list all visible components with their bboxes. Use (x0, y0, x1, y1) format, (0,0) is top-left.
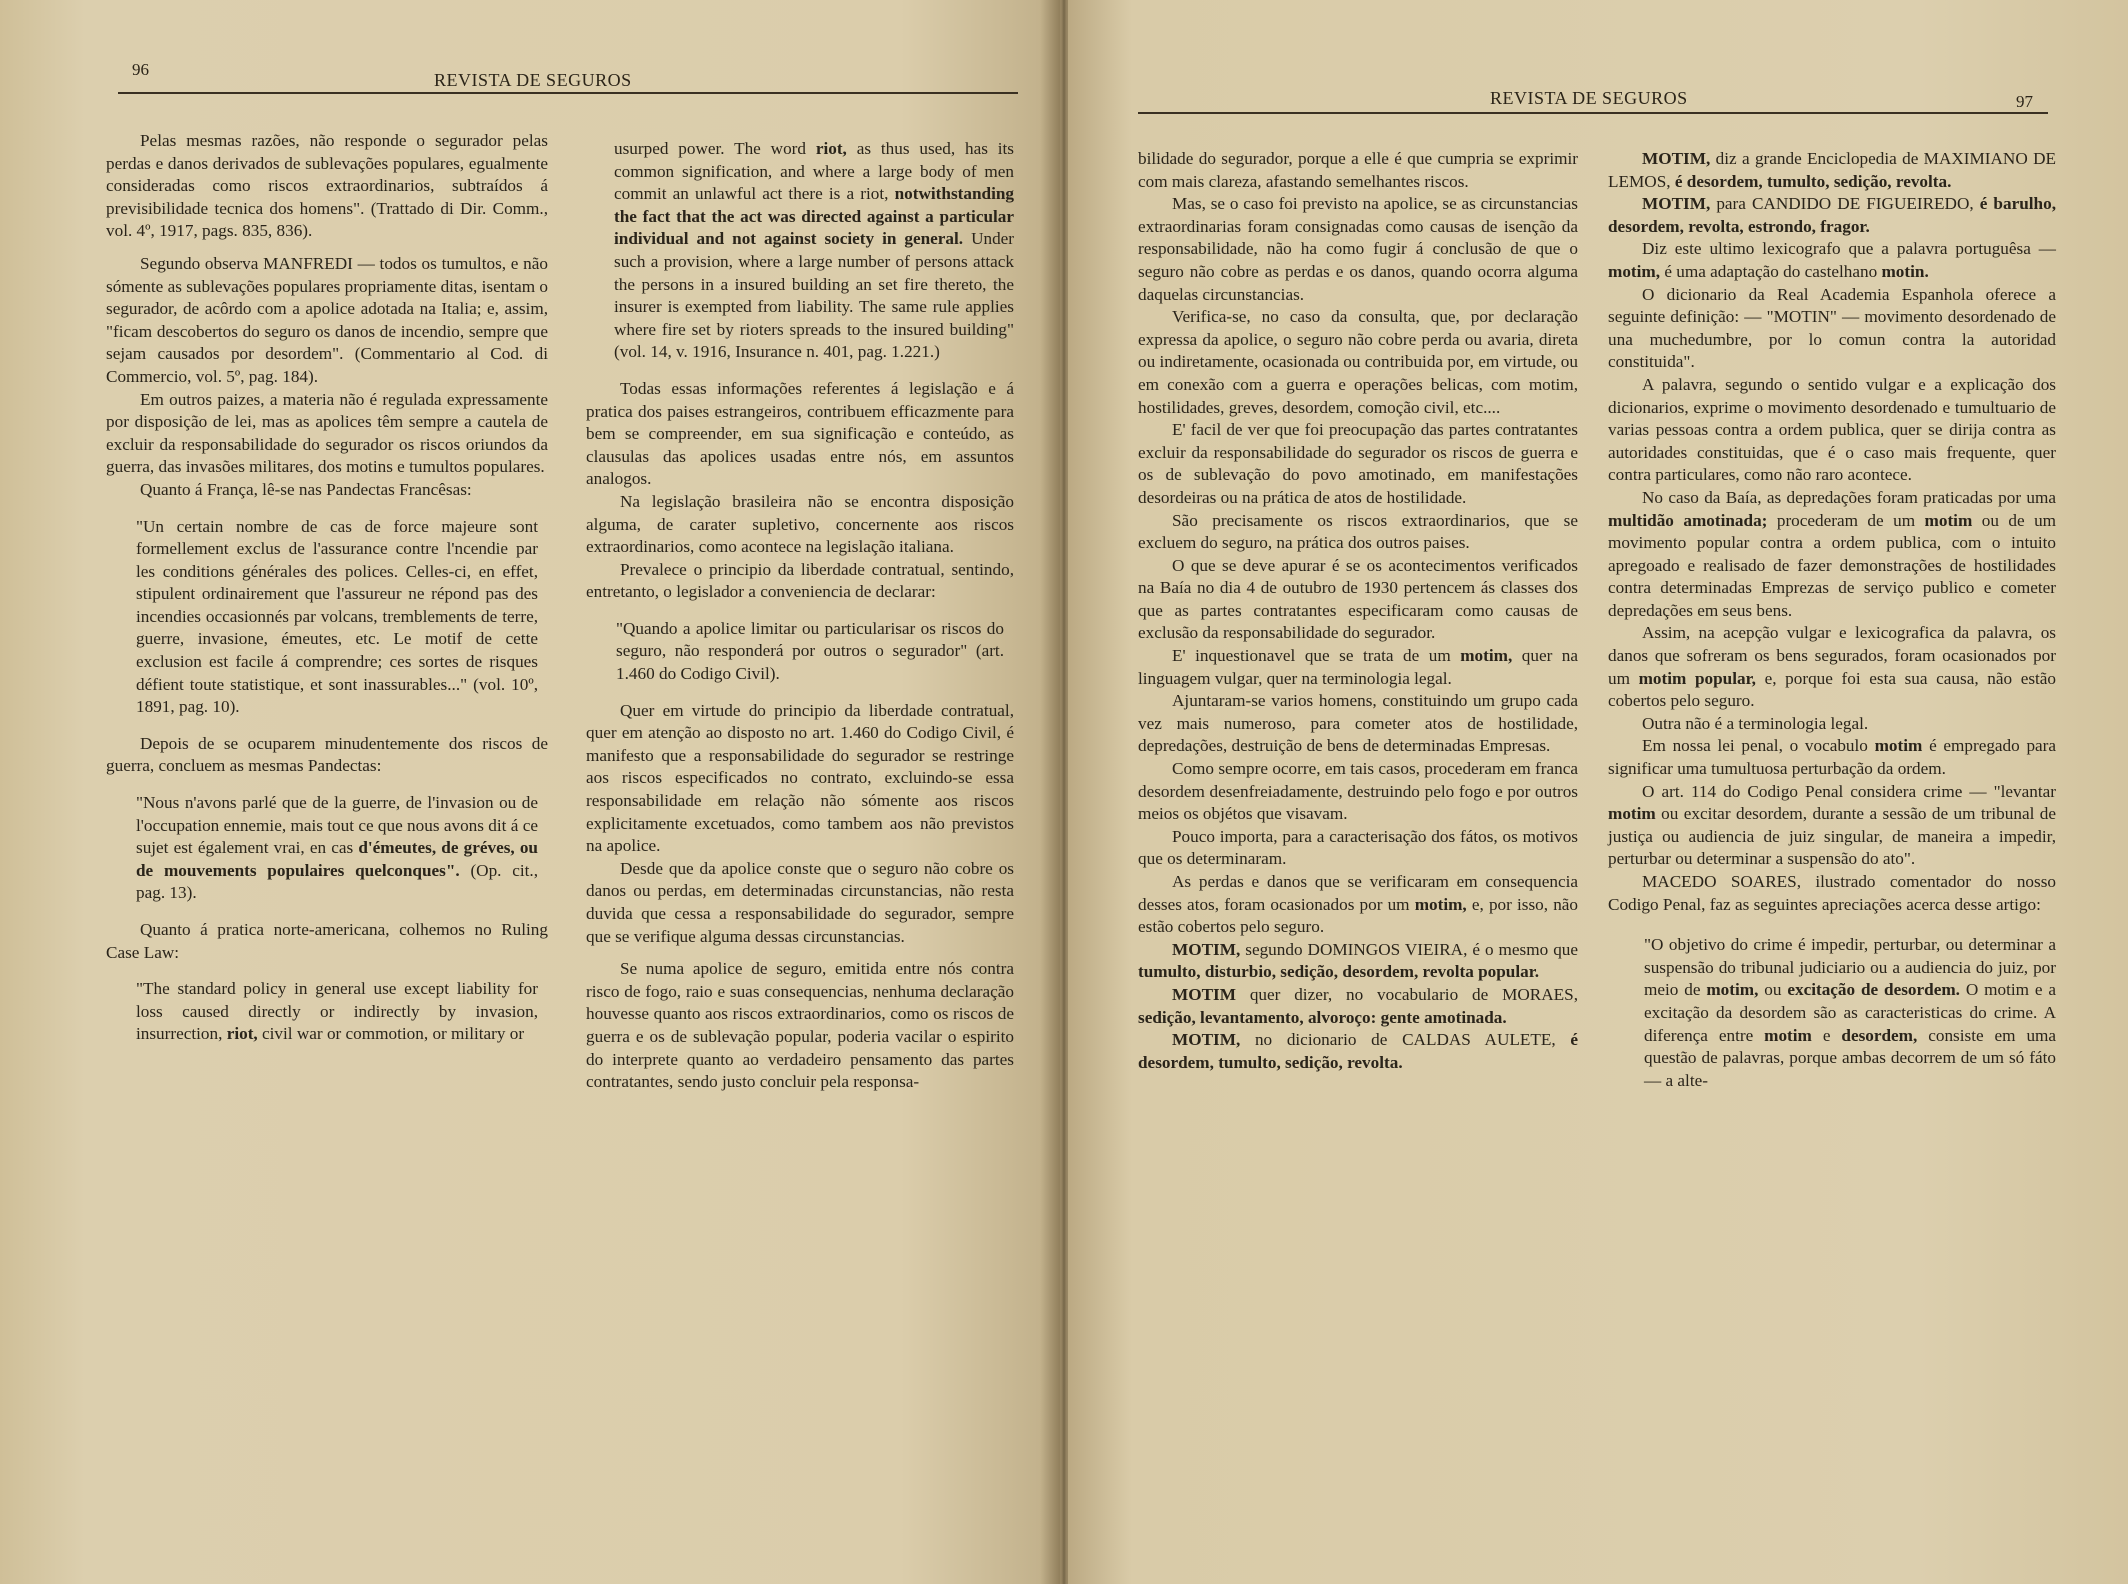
paragraph: Outra não é a terminologia legal. (1642, 713, 1869, 733)
paragraph: A palavra, segundo o sentido vulgar e a explicação dos dicionarios, exprime o movimento desordenado e tumultuario de varias pessoas contra a ordem publica, quer se dirija contra as autoridades constituidas, que é o caso mais frequente, quer contra particulares, como não raro acontece. (1608, 374, 2056, 485)
paragraph: O dicionario da Real Academia Espanhola oferece a seguinte definição: — "MOTIN" — movimento desordenado de una muchedumbre, por lo comun contra la autoridad constituida". (1608, 284, 2056, 372)
paragraph: Depois de se ocuparem minudentemente dos riscos de guerra, concluem as mesmas Pandectas: (106, 733, 548, 776)
page-number: 97 (2016, 92, 2033, 111)
running-head: REVISTA DE SEGUROS (1490, 88, 1688, 108)
header-rule (118, 92, 1018, 94)
running-head: REVISTA DE SEGUROS (434, 70, 632, 90)
left-column-2 (586, 138, 1014, 1094)
paragraph: Quanto á França, lê-se nas Pandectas Francêsas: (140, 479, 472, 499)
paragraph: Todas essas informações referentes á legislação e á pratica dos paises estrangeiros, contribuem efficazmente para bem se compreender, em sua significação e conteúdo, as clausulas das apolices usadas entre nós, em assuntos analogos. (586, 378, 1014, 489)
paragraph: MOTIM, no dicionario de CALDAS AULETE, é desordem, tumulto, sedição, revolta. (1138, 1030, 1579, 1072)
left-page (0, 0, 1060, 1584)
paragraph: Prevalece o principio da liberdade contratual, sentindo, entretanto, o legislador a conveniencia de declarar: (586, 559, 1014, 602)
paragraph: Na legislação brasileira não se encontra disposição alguma, de carater supletivo, concernente aos riscos extraordinarios, como acontece na legislação italiana. (586, 491, 1014, 557)
paragraph: Verifica-se, no caso da consulta, que, por declaração expressa da apolice, o seguro não cobre perda ou avaria, direta ou indiretamente, ocasionada ou contribuida por, em virtude, ou em conexão com a guerra e operações belicas, com motim, hostilidades, greves, desordem, comoção civil, etc.... (1138, 307, 1578, 417)
right-column-1 (1138, 148, 1578, 1074)
paragraph: MACEDO SOARES, ilustrado comentador do nosso Codigo Penal, faz as seguintes apreciações acerca desse artigo: (1608, 872, 2056, 914)
paragraph: Em outros paizes, a materia não é regulada expressamente por disposição de lei, mas as apolices têm sempre a cautela de excluir da responsabilidade do segurador os riscos oriundos da guerra, das invasões militares, dos motins e tumultos populares. (106, 389, 548, 477)
paragraph: O que se deve apurar é se os acontecimentos verificados na Baía no dia 4 de outubro de 1930 pertencem ás classes dos que as partes contratantes especificaram como causas de exclusão da responsabilidade do segurador. (1138, 555, 1578, 643)
right-column-2 (1608, 148, 2056, 1106)
paragraph: Pouco importa, para a caracterisação dos fátos, os motivos que os determinaram. (1138, 826, 1578, 869)
paragraph: MOTIM, segundo DOMINGOS VIEIRA, é o mesmo que tumulto, disturbio, sedição, desordem, revolta popular. (1138, 939, 1579, 982)
paragraph: bilidade do segurador, porque a elle é que cumpria se exprimir com mais clareza, afastando semelhantes riscos. (1138, 149, 1578, 191)
paragraph: Diz este ultimo lexicografo que a palavra portuguêsa — motim, é uma adaptação do castelhano motin. (1608, 239, 2056, 281)
quotation: "O objetivo do crime é impedir, perturbar, ou determinar a suspensão do tribunal judiciario ou a audiencia do juiz, por meio de motim, ou excitação de desordem. O motim e a excitação da desordem são as caracteristicas do crime. A diferença entre motim e desordem, consiste em uma questão de palavras, porque ambas decorrem de um só fáto — a alte- (1644, 935, 2057, 1090)
quotation: "Un certain nombre de cas de force majeure sont formellement exclus de l'assurance contre l'ncendie par les conditions générales des polices. Celles-ci, en effet, stipulent ordinairement que l'assureur ne répond pas des incendies occasionnés par volcans, tremblements de terre, guerre, invasione, émeutes, etc. Le motif de cette exclusion est facile á comprendre; ces sortes de risques défient toute statistique, et sont inassurables..." (vol. 10º, 1891, pag. 10). (136, 516, 538, 717)
right-page (1068, 0, 2128, 1584)
paragraph: MOTIM quer dizer, no vocabulario de MORAES, sedição, levantamento, alvoroço: gente amotinada. (1138, 984, 1578, 1027)
paragraph: MOTIM, para CANDIDO DE FIGUEIREDO, é barulho, desordem, revolta, estrondo, fragor. (1608, 194, 2056, 236)
paragraph: Quanto á pratica norte-americana, colhemos no Ruling Case Law: (106, 920, 548, 962)
paragraph: E' inquestionavel que se trata de um motim, quer na linguagem vulgar, quer na terminologia legal. (1138, 646, 1579, 688)
paragraph: O art. 114 do Codigo Penal considera crime — "levantar motim ou excitar desordem, durante a sessão de um tribunal de justiça ou audiencia de juiz singular, de maneira a impedir, perturbar ou determinar a suspensão do ato". (1608, 781, 2057, 869)
paragraph: São precisamente os riscos extraordinarios, que se excluem do seguro, na prática dos outros paises. (1138, 510, 1578, 553)
left-column-1 (106, 130, 548, 1060)
quotation: usurped power. The word riot, as thus used, has its common signification, and where a large body of men commit an unlawful act there is a riot, notwithstanding the fact that the act was directed against a particular individual and not against society in general. Under such a provision, where a large number of persons attack the persons in a insured building an set fire thereto, the insurer is exempted from liability. The same rule applies where fire set by rioters spreads to the insured building" (vol. 14, v. 1916, Insurance n. 401, pag. 1.221.) (614, 139, 1015, 362)
paragraph: Ajuntaram-se varios homens, constituindo um grupo cada vez mais numeroso, para cometer atos de hostilidade, depredações, destruição de bens de determinadas Empresas. (1138, 691, 1578, 756)
paragraph: As perdas e danos que se verificaram em consequencia desses atos, foram ocasionados por um motim, e, por isso, não estão cobertos pelo seguro. (1138, 872, 1579, 937)
paragraph: Segundo observa MANFREDI — todos os tumultos, e não sómente as sublevações populares propriamente ditas, isentam o segurador, de acôrdo com a apolice adotada na Italia; e, assim, "ficam descobertos do seguro os danos de incendio, sempre que sejam causados por desordem". (Commentario al Cod. di Commercio, vol. 5º, pag. 184). (106, 253, 548, 386)
header-rule (1138, 112, 2048, 114)
paragraph: Mas, se o caso foi previsto na apolice, se as circunstancias extraordinarias foram consignadas como causas de isenção da responsabilidade, não ha como fugir á conclusão de que o seguro não cobre as perdas e os danos, quando ocorra alguma daquelas circunstancias. (1138, 194, 1578, 304)
paragraph: E' facil de ver que foi preocupação das partes contratantes excluir da responsabilidade do segurador os riscos de guerra e os de sublevação do povo amotinado, em manifestações desordeiras ou na prática de atos de hostilidade. (1138, 420, 1578, 507)
paragraph: Quer em virtude do principio da liberdade contratual, quer em atenção ao disposto no art. 1.460 do Codigo Civil, é manifesto que a responsabilidade do segurador se restringe aos riscos especificados no contrato, excluindo-se essa responsabilidade em relação não sómente aos riscos explicitamente excetuados, como tambem aos não previstos na apolice. (586, 700, 1014, 856)
quotation: "The standard policy in general use except liability for loss caused directly or indirectly by invasion, insurrection, riot, civil war or commotion, or military or (136, 979, 538, 1044)
paragraph: Desde que da apolice conste que o seguro não cobre os danos ou perdas, em determinadas circunstancias, não resta duvida que cessa a responsabilidade do segurador, sempre que se verifique alguma dessas circunstancias. (586, 858, 1014, 946)
paragraph: No caso da Baía, as depredações foram praticadas por uma multidão amotinada; procederam de um motim ou de um movimento popular contra a ordem publica, com o intuito apregoado e realisado de fazer demonstrações de hostilidades contra determinadas Emprezas de serviço publico e cometer depredações em seus bens. (1608, 487, 2057, 620)
page-number: 96 (132, 60, 149, 79)
quotation: "Quando a apolice limitar ou particularisar os riscos do seguro, não responderá por outros o segurador" (art. 1.460 do Codigo Civil). (616, 618, 1004, 684)
paragraph: Pelas mesmas razões, não responde o segurador pelas perdas e danos derivados de sublevações populares, egualmente consideradas como riscos extraordinarios, subtraídos á previsibilidade tecnica dos homens". (Trattado di Dir. Comm., vol. 4º, 1917, pags. 835, 836). (106, 131, 548, 241)
quotation: "Nous n'avons parlé que de la guerre, de l'invasion ou de l'occupation ennemie, mais tout ce que nous avons dit á ce sujet est également vrai, en cas d'émeutes, de gréves, ou de mouvements populaires quelconques". (Op. cit., pag. 13). (136, 793, 538, 903)
paragraph: Em nossa lei penal, o vocabulo motim é empregado para significar uma tumultuosa perturbação da ordem. (1608, 736, 2057, 779)
paragraph: Como sempre ocorre, em tais casos, procederam em franca desordem desenfreiadamente, destruindo pelo fogo e por outros meios os objétos que visavam. (1138, 759, 1578, 824)
paragraph: MOTIM, diz a grande Enciclopedia de MAXIMIANO DE LEMOS, é desordem, tumulto, sedição, revolta. (1608, 149, 2057, 191)
paragraph: Se numa apolice de seguro, emitida entre nós contra risco de fogo, raio e suas consequencias, nenhuma declaração houvesse quanto aos riscos extraordinarios, como os riscos de guerra e os de sublevação popular, poderia vacilar o espirito do interprete quanto ao verdadeiro pensamento das partes contratantes, sendo justo concluir pela responsa- (586, 959, 1014, 1092)
paragraph: Assim, na acepção vulgar e lexicografica da palavra, os danos que sofreram os bens segurados, foram ocasionados por um motim popular, e, porque foi esta sua causa, não estão cobertos pelo seguro. (1608, 623, 2057, 711)
